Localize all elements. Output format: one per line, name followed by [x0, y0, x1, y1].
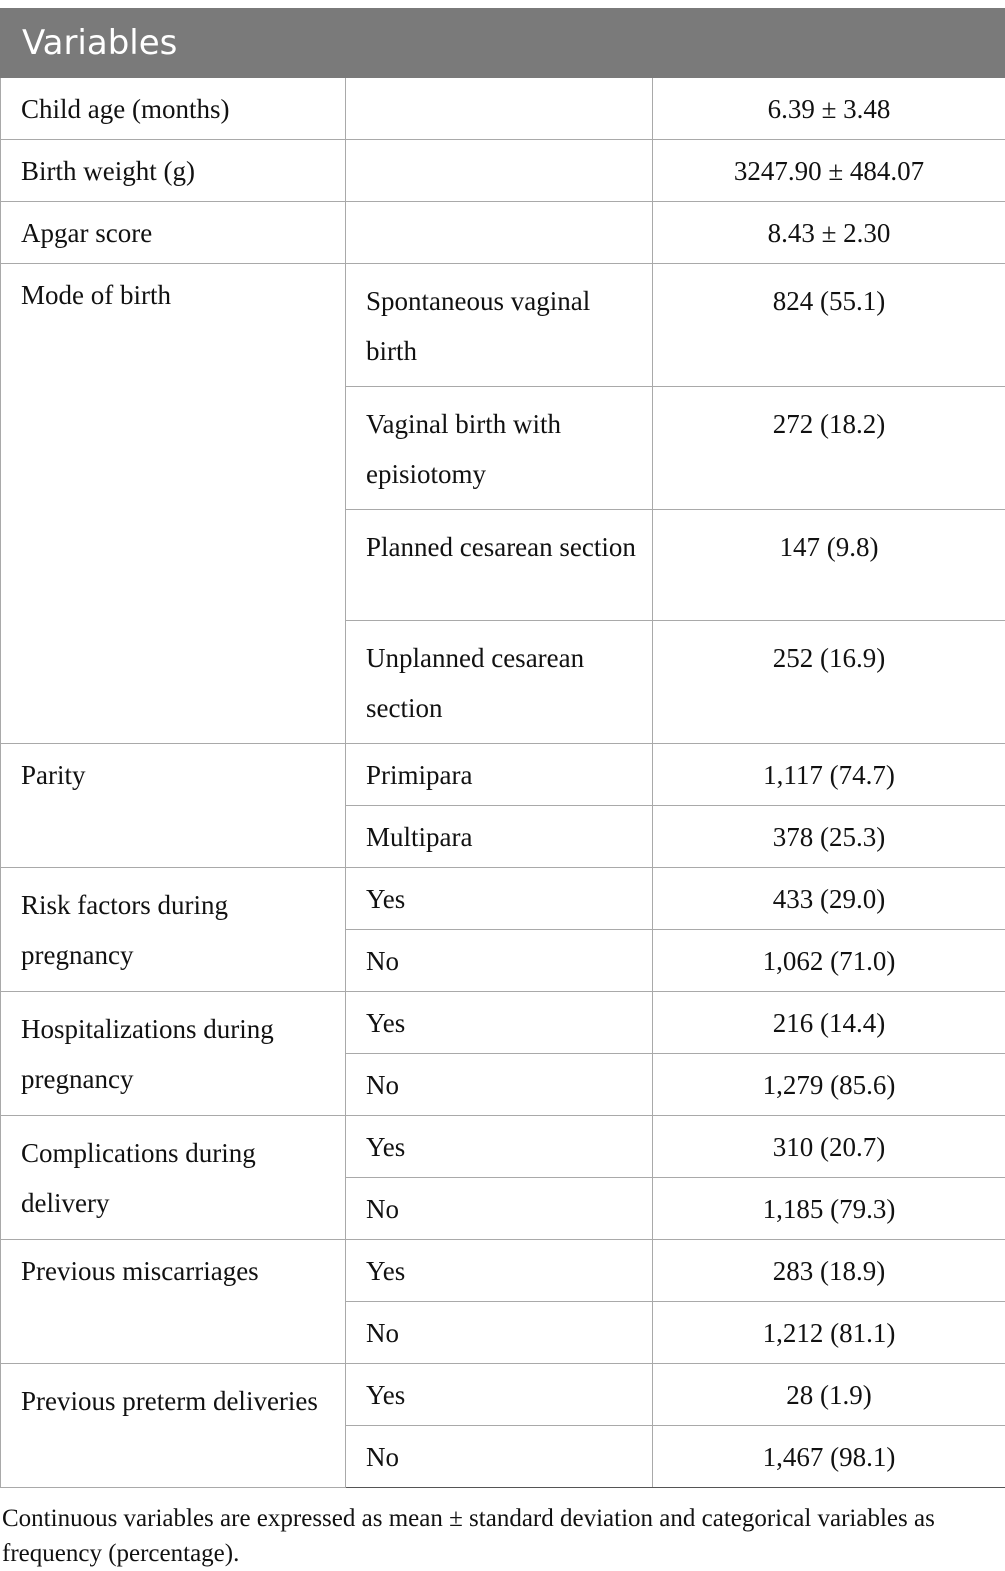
variable-label: Birth weight (g) [1, 140, 346, 202]
category-label: Yes [346, 1116, 653, 1178]
variable-label: Parity [1, 744, 346, 868]
value-cell: 433 (29.0) [653, 868, 1005, 930]
variable-label: Previous preterm deliveries [1, 1364, 346, 1488]
value-cell: 6.39 ± 3.48 [653, 78, 1005, 140]
variable-label: Hospitalizations during pregnancy [1, 992, 346, 1116]
value-cell: 1,279 (85.6) [653, 1054, 1005, 1116]
variable-label: Mode of birth [1, 264, 346, 744]
category-label: Yes [346, 868, 653, 930]
category-label: No [346, 1054, 653, 1116]
table-row [1, 1116, 1005, 1178]
table-row [1, 1364, 1005, 1426]
category-label: Spontaneous vaginal birth [346, 264, 653, 387]
variable-label: Apgar score [1, 202, 346, 264]
value-cell: 378 (25.3) [653, 806, 1005, 868]
category-label [346, 140, 653, 202]
value-cell: 1,185 (79.3) [653, 1178, 1005, 1240]
category-label: Yes [346, 1240, 653, 1302]
variables-table [0, 8, 1005, 1488]
category-label [346, 202, 653, 264]
category-label: No [346, 1178, 653, 1240]
category-label: Multipara [346, 806, 653, 868]
category-label: No [346, 1426, 653, 1488]
table-header-row [1, 9, 1005, 78]
value-cell: 252 (16.9) [653, 621, 1005, 744]
category-label: No [346, 930, 653, 992]
value-cell: 310 (20.7) [653, 1116, 1005, 1178]
value-cell: 1,062 (71.0) [653, 930, 1005, 992]
table-row [1, 78, 1005, 140]
table-container [0, 8, 1005, 1571]
category-label [346, 78, 653, 140]
variable-label: Child age (months) [1, 78, 346, 140]
table-row [1, 264, 1005, 387]
category-label: Yes [346, 992, 653, 1054]
value-cell: 283 (18.9) [653, 1240, 1005, 1302]
table-row [1, 202, 1005, 264]
value-cell: 1,117 (74.7) [653, 744, 1005, 806]
table-row [1, 744, 1005, 806]
table-body [1, 78, 1005, 1488]
category-label: Unplanned cesarean section [346, 621, 653, 744]
value-cell: 272 (18.2) [653, 387, 1005, 510]
table-row [1, 140, 1005, 202]
category-label: Vaginal birth with episiotomy [346, 387, 653, 510]
table-row [1, 868, 1005, 930]
variable-label: Risk factors during pregnancy [1, 868, 346, 992]
value-cell: 28 (1.9) [653, 1364, 1005, 1426]
value-cell: 1,467 (98.1) [653, 1426, 1005, 1488]
variable-label: Previous miscarriages [1, 1240, 346, 1364]
category-label: Yes [346, 1364, 653, 1426]
value-cell: 216 (14.4) [653, 992, 1005, 1054]
value-cell: 3247.90 ± 484.07 [653, 140, 1005, 202]
table-row [1, 1240, 1005, 1302]
value-cell: 8.43 ± 2.30 [653, 202, 1005, 264]
value-cell: 824 (55.1) [653, 264, 1005, 387]
table-row [1, 992, 1005, 1054]
value-cell: 147 (9.8) [653, 510, 1005, 621]
category-label: No [346, 1302, 653, 1364]
value-cell: 1,212 (81.1) [653, 1302, 1005, 1364]
variable-label: Complications during delivery [1, 1116, 346, 1240]
table-header: Variables [1, 9, 1005, 78]
table-footnote: Continuous variables are expressed as mean ± standard deviation and categorical variables as frequency (percentage). [0, 1501, 1005, 1571]
category-label: Primipara [346, 744, 653, 806]
category-label: Planned cesarean section [346, 510, 653, 621]
